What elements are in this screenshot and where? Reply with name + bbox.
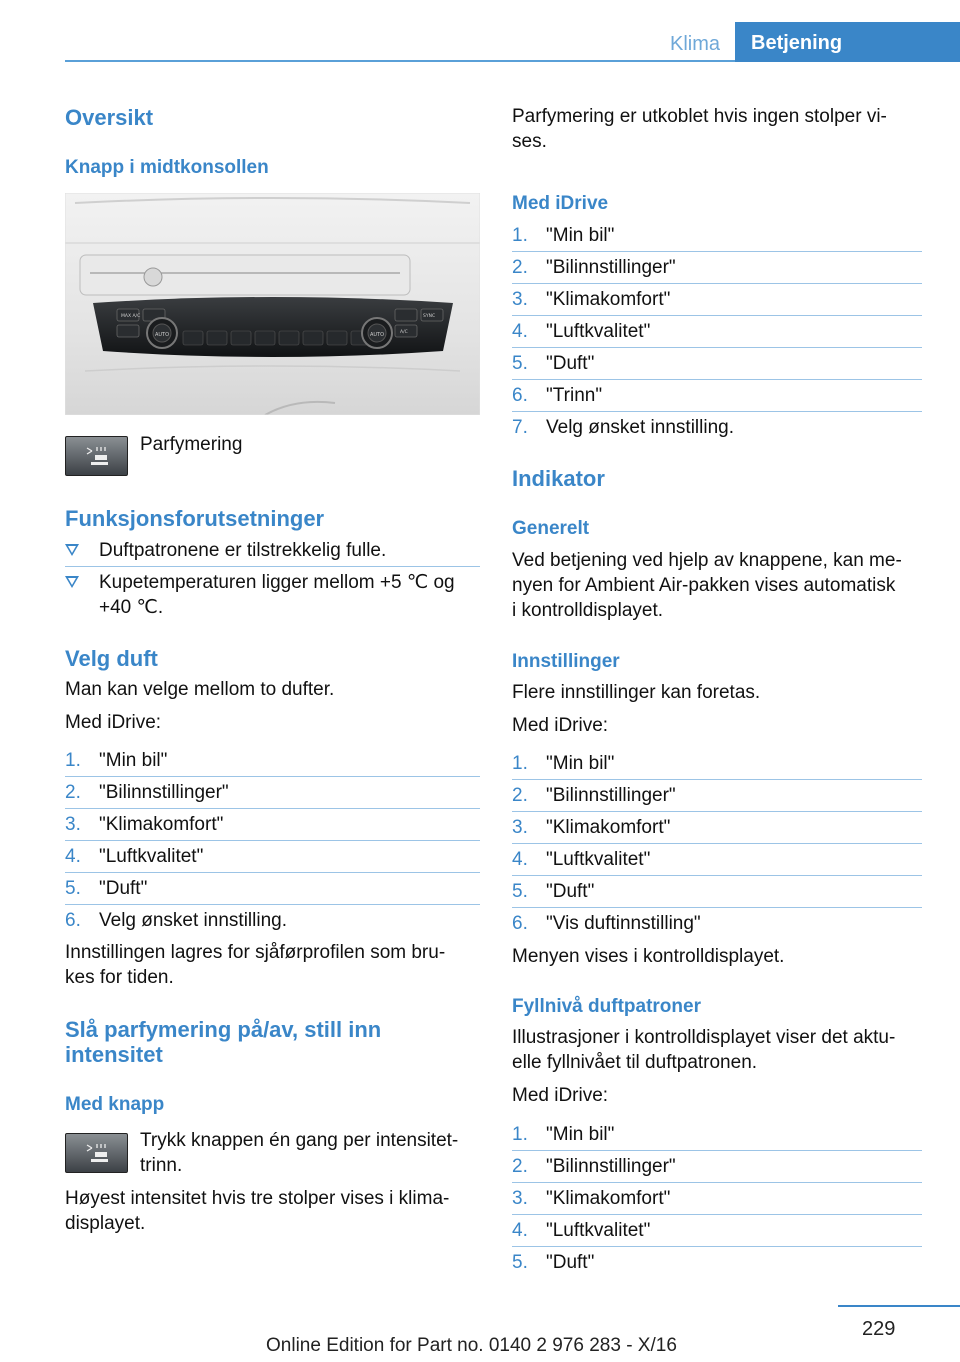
- divider: [512, 1182, 922, 1183]
- paragraph: Med iDrive:: [512, 715, 609, 736]
- list-item: [65, 844, 480, 869]
- divider: [512, 251, 922, 252]
- step-number: 2.: [512, 257, 528, 278]
- step-text: "Klimakomfort": [546, 289, 671, 310]
- step-number: 2.: [512, 1156, 528, 1177]
- heading-innstillinger: Innstillinger: [512, 651, 620, 672]
- step-number: 5.: [512, 353, 528, 374]
- list-item: Duftpatronene er tilstrekkelig fulle.: [65, 538, 480, 563]
- divider: [65, 776, 480, 777]
- step-text: "Bilinnstillinger": [546, 785, 676, 806]
- divider: [512, 811, 922, 812]
- step-number: 3.: [65, 814, 81, 835]
- paragraph: displayet.: [65, 1213, 146, 1234]
- step-number: 1.: [512, 1124, 528, 1145]
- list-item: [65, 908, 480, 933]
- step-number: 5.: [512, 1252, 528, 1273]
- triangle-bullet-icon: [65, 544, 79, 556]
- step-text: "Luftkvalitet": [546, 849, 651, 870]
- list-item: [512, 1186, 922, 1211]
- icon-caption: Parfymering: [140, 434, 243, 455]
- divider: [512, 283, 922, 284]
- footer-rule: [838, 1305, 960, 1307]
- divider: [65, 840, 480, 841]
- divider: [512, 1246, 922, 1247]
- step-number: 5.: [65, 878, 81, 899]
- step-text: "Min bil": [546, 753, 615, 774]
- step-text: "Duft": [546, 881, 595, 902]
- step-number: 3.: [512, 289, 528, 310]
- heading-oversikt: Oversikt: [65, 105, 154, 130]
- paragraph: Menyen vises i kontrolldisplayet.: [512, 946, 785, 967]
- list-item: [65, 876, 480, 901]
- paragraph: elle fyllnivået til duftpatronen.: [512, 1052, 758, 1073]
- step-number: 4.: [512, 1220, 528, 1241]
- list-item: [512, 847, 922, 872]
- list-item: [512, 1250, 922, 1275]
- step-number: 5.: [512, 881, 528, 902]
- heading-sla-cont: intensitet: [65, 1042, 163, 1067]
- step-text: "Bilinnstillinger": [99, 782, 229, 803]
- step-text: "Min bil": [546, 1124, 615, 1145]
- divider: [512, 379, 922, 380]
- step-text: "Trinn": [546, 385, 603, 406]
- list-item: [512, 319, 922, 344]
- sync-label: SYNC: [423, 314, 436, 319]
- divider: [512, 875, 922, 876]
- list-item: [512, 415, 922, 440]
- knob-left-label: AUTO: [154, 332, 170, 338]
- step-number: 1.: [512, 753, 528, 774]
- paragraph: trinn.: [140, 1155, 183, 1176]
- list-item: [65, 748, 480, 773]
- paragraph: nyen for Ambient Air-pakken vises automatisk: [512, 575, 896, 596]
- list-item: [65, 780, 480, 805]
- divider: [512, 347, 922, 348]
- perfume-button-icon: [65, 436, 128, 476]
- step-text: Velg ønsket innstilling.: [99, 910, 287, 931]
- list-item: [512, 879, 922, 904]
- fragrance-icon: [84, 445, 110, 467]
- section-label: Klima: [669, 33, 720, 55]
- list-item: [512, 1122, 922, 1147]
- heading-sla: Slå parfymering på/av, still inn: [65, 1017, 382, 1042]
- perfume-button-icon: [65, 1133, 128, 1173]
- list-item: Kupetemperaturen ligger mellom +5 ℃ og +40 ℃.: [65, 570, 480, 620]
- step-text: Velg ønsket innstilling.: [546, 417, 734, 438]
- step-number: 7.: [512, 417, 528, 438]
- step-text: "Klimakomfort": [99, 814, 224, 835]
- step-number: 6.: [512, 913, 528, 934]
- step-number: 3.: [512, 817, 528, 838]
- step-number: 3.: [512, 1188, 528, 1209]
- step-text: "Min bil": [99, 750, 168, 771]
- divider: [512, 411, 922, 412]
- list-item: [512, 751, 922, 776]
- divider: [65, 904, 480, 905]
- step-text: "Luftkvalitet": [99, 846, 204, 867]
- page-header: [65, 0, 960, 62]
- step-number: 4.: [65, 846, 81, 867]
- heading-generelt: Generelt: [512, 518, 590, 539]
- heading-fyllniva: Fyllnivå duftpatroner: [512, 996, 701, 1017]
- divider: [512, 907, 922, 908]
- chapter-tab: Betjening: [735, 22, 960, 62]
- step-text: "Duft": [546, 1252, 595, 1273]
- step-number: 4.: [512, 849, 528, 870]
- paragraph: i kontrolldisplayet.: [512, 600, 664, 621]
- divider: [512, 1214, 922, 1215]
- divider: [512, 1150, 922, 1151]
- step-text: "Duft": [99, 878, 148, 899]
- heading-med-idrive: Med iDrive: [512, 193, 609, 214]
- paragraph: Med iDrive:: [512, 1085, 609, 1106]
- center-console-photo: [65, 193, 480, 415]
- maxac-label: MAX A/C: [121, 314, 141, 319]
- list-item: [512, 783, 922, 808]
- step-text: "Bilinnstillinger": [546, 1156, 676, 1177]
- list-item: [512, 815, 922, 840]
- paragraph: Man kan velge mellom to dufter.: [65, 679, 335, 700]
- triangle-bullet-icon: [65, 576, 79, 588]
- step-text: "Bilinnstillinger": [546, 257, 676, 278]
- paragraph: Innstillingen lagres for sjåførprofilen som bru-: [65, 942, 446, 963]
- heading-indikator: Indikator: [512, 466, 605, 491]
- list-item: [512, 255, 922, 280]
- divider: [512, 779, 922, 780]
- step-text: "Klimakomfort": [546, 1188, 671, 1209]
- paragraph: Med iDrive:: [65, 712, 162, 733]
- page-number: 229: [862, 1318, 896, 1340]
- list-item: [512, 383, 922, 408]
- edition-note: Online Edition for Part no. 0140 2 976 283 - X/16: [266, 1335, 677, 1356]
- divider: [65, 566, 480, 567]
- heading-velg-duft: Velg duft: [65, 646, 158, 671]
- step-text: "Min bil": [546, 225, 615, 246]
- paragraph: ses.: [512, 131, 547, 152]
- heading-med-knapp: Med knapp: [65, 1094, 165, 1115]
- step-number: 1.: [512, 225, 528, 246]
- divider: [65, 808, 480, 809]
- step-number: 4.: [512, 321, 528, 342]
- step-number: 2.: [65, 782, 81, 803]
- step-number: 6.: [65, 910, 81, 931]
- heading-funksjon: Funksjonsforutsetninger: [65, 506, 325, 531]
- divider: [512, 843, 922, 844]
- step-number: 6.: [512, 385, 528, 406]
- list-item: [512, 911, 922, 936]
- step-text: "Vis duftinnstilling": [546, 913, 701, 934]
- paragraph: Parfymering er utkoblet hvis ingen stolper vi-: [512, 106, 887, 127]
- fragrance-icon: [84, 1142, 110, 1164]
- paragraph: kes for tiden.: [65, 967, 174, 988]
- paragraph: Høyest intensitet hvis tre stolper vises i klima-: [65, 1188, 450, 1209]
- center-console-illustration: [65, 193, 480, 415]
- heading-knapp: Knapp i midtkonsollen: [65, 157, 269, 178]
- step-number: 2.: [512, 785, 528, 806]
- step-number: 1.: [65, 750, 81, 771]
- knob-right-label: AUTO: [369, 332, 385, 338]
- paragraph: Flere innstillinger kan foretas.: [512, 682, 761, 703]
- list-item: [512, 287, 922, 312]
- paragraph: Trykk knappen én gang per intensitet-: [140, 1130, 459, 1151]
- divider: [65, 872, 480, 873]
- step-text: "Luftkvalitet": [546, 1220, 651, 1241]
- paragraph: Ved betjening ved hjelp av knappene, kan me-: [512, 550, 902, 571]
- paragraph: Illustrasjoner i kontrolldisplayet viser det aktu-: [512, 1027, 896, 1048]
- list-item: [65, 812, 480, 837]
- list-item: [512, 1154, 922, 1179]
- ac-label: A/C: [400, 330, 408, 335]
- list-item: [512, 1218, 922, 1243]
- step-text: "Luftkvalitet": [546, 321, 651, 342]
- list-item: [512, 351, 922, 376]
- step-text: "Klimakomfort": [546, 817, 671, 838]
- list-item: [512, 223, 922, 248]
- step-text: "Duft": [546, 353, 595, 374]
- divider: [512, 315, 922, 316]
